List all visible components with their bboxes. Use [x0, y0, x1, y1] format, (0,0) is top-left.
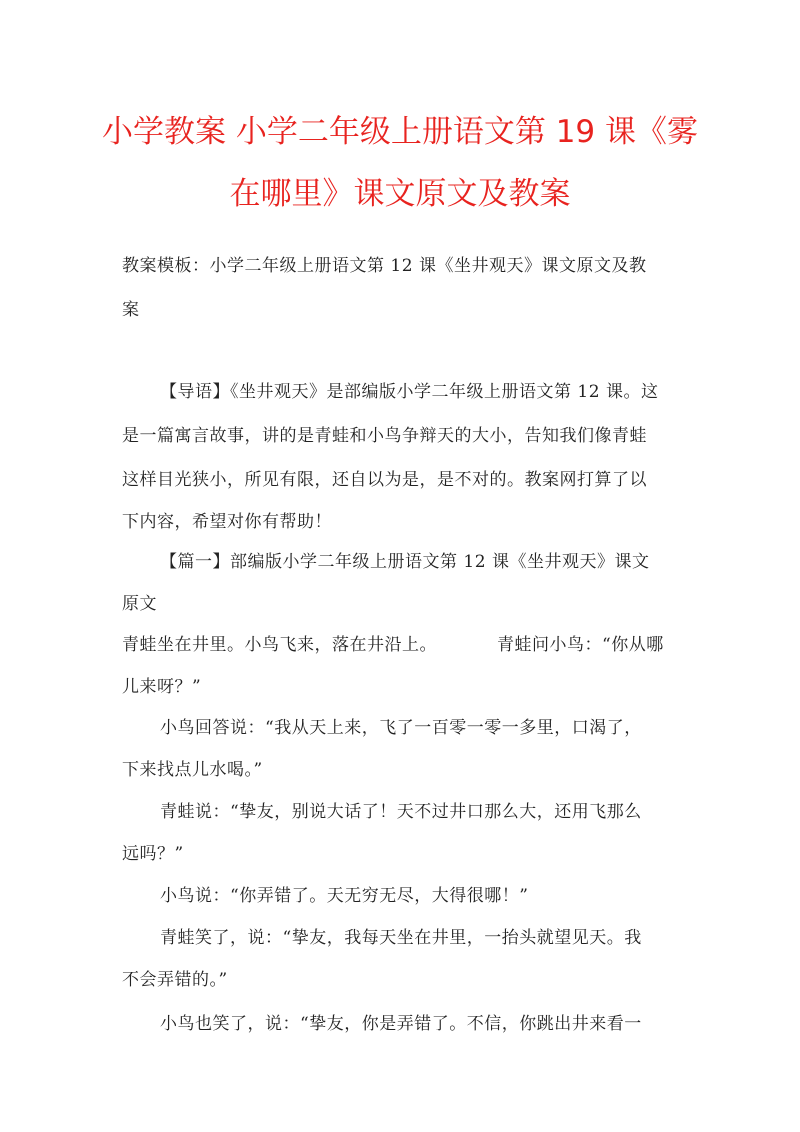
story-line-5: 青蛙说：“挚友，别说大话了！天不过井口那么大，还用飞那么 — [160, 802, 642, 822]
guide-paragraph-line-2: 是一篇寓言故事，讲的是青蛙和小鸟争辩天的大小，告知我们像青蛙 — [122, 426, 647, 446]
guide-paragraph-line-4: 下内容，希望对你有帮助！ — [122, 512, 332, 532]
story-line-4: 下来找点儿水喝。” — [122, 760, 263, 780]
story-line-9: 不会弄错的。” — [122, 970, 228, 990]
story-line-7: 小鸟说：“你弄错了。天无穷无尽，大得很哪！” — [160, 886, 529, 906]
template-intro-line-2: 案 — [122, 300, 140, 320]
guide-paragraph-line-1: 【导语】《坐井观天》是部编版小学二年级上册语文第 12 课。这 — [160, 382, 659, 402]
story-line-1b: 青蛙问小鸟：“你从哪 — [497, 635, 664, 655]
document-title-line-2: 在哪里》课文原文及教案 — [229, 176, 571, 212]
story-line-1a: 青蛙坐在井里。小鸟飞来，落在井沿上。 — [122, 635, 437, 655]
story-line-6: 远吗？” — [122, 844, 184, 864]
section-heading-line-2: 原文 — [122, 594, 157, 614]
story-line-8: 青蛙笑了，说：“挚友，我每天坐在井里，一抬头就望见天。我 — [160, 928, 642, 948]
template-intro-line-1: 教案模板：小学二年级上册语文第 12 课《坐井观天》课文原文及教 — [122, 256, 647, 276]
story-line-3: 小鸟回答说：“我从天上来，飞了一百零一零一多里，口渴了， — [160, 718, 642, 738]
section-heading-line-1: 【篇一】部编版小学二年级上册语文第 12 课《坐井观天》课文 — [160, 552, 650, 572]
guide-paragraph-line-3: 这样目光狭小，所见有限，还自以为是，是不对的。教案网打算了以 — [122, 470, 647, 490]
document-title-line-1: 小学教案 小学二年级上册语文第 19 课《雾 — [101, 114, 698, 150]
story-line-10: 小鸟也笑了，说：“挚友，你是弄错了。不信，你跳出井来看一 — [160, 1014, 642, 1034]
story-line-2: 儿来呀？” — [122, 677, 202, 697]
